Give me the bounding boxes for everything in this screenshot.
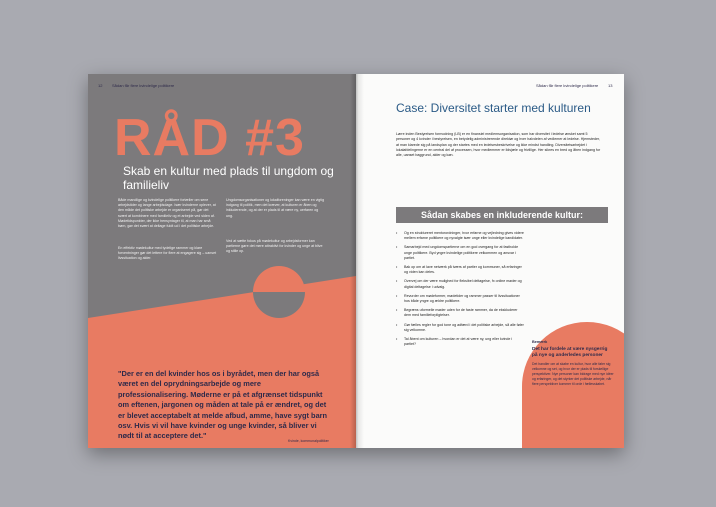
list-item: • Begræns uformelle møder uden for de faste rammer, da de ekskluderer dem med familieforpligtelser. <box>396 308 518 318</box>
list-item: • Revurder om mødeformer, mødetider og rammer passer til livssituationer hos både yngre og ældre politikere. <box>396 293 520 304</box>
case-title: Case: Diversitet starter med kulturen <box>396 101 591 115</box>
bullet-icon: • <box>396 245 398 250</box>
sidebar-heading: Det har fordele at være nysgerrig på nye og anderledes personer <box>532 347 608 358</box>
subtitle: Skab en kultur med plads til ungdom og familieliv <box>123 164 334 192</box>
list-item: • Og en struktureret mentorordninger, hvor erfarne og vejledning gives videre mellem erfarne politikere og nyvalgte især unge eller kvindelige kandidater. <box>396 231 524 241</box>
bullet-list <box>396 231 524 351</box>
list-item: • Bak op om at lave netværk på tværs af partier og kommuner, så erfaringer og viden kan deles. <box>396 265 522 275</box>
left-page <box>88 74 356 448</box>
bullet-icon: • <box>396 231 398 235</box>
body-column-2b: Ved at sætte fokus på mødekultur og arbejdsformer kan partierne gøre det mere attraktivt for kvinder og unge at blive og stille op. <box>226 239 323 254</box>
bullet-icon: • <box>396 293 398 298</box>
pull-quote: "Der er en del kvinder hos os i byrådet, men der har også været en del oprydningsarbejde og mere professionalisering. Møderne er på et afgrænset tidspunkt om eftenen, jargonen og måden at tale på er ændret, og det er blevet acceptabelt at melde afbud, amme, have sygt barn osv. Hvis vi vil have kvinder og unge kvinder, så bliver vi nødt til at acceptere det." <box>118 369 328 441</box>
magazine-spread <box>88 74 624 448</box>
sidebar-text: Det handler om at skabe en kultur, hvor alle føler sig velkomne og set, og hvor der er plads til forskellige perspektiver. Nye personer kan bidrage med nye idéer og erfaringer, og det styrker det politiske arbejde, når flere perspektiver kommer til orde i fællesskabet. <box>532 362 614 386</box>
page-number: 12 <box>98 83 103 88</box>
body-column-1: Både mandlige og kvindelige politikere fortæller om sene arbejdstider og lange arbejdsdage. Især kvinderne oplever, at den måde det politiske arbejde er organiseret på, gør det svært at kombinere med familieliv og et arbejde ved siden af. Mødetidspunkter, der ikke hensyntager til, at man har små børn, gør det svært at deltage fuldt ud i det politiske arbejde. <box>118 198 216 229</box>
bullet-icon: • <box>396 322 398 327</box>
body-column-2: Ungdomsorganisationer og lokalforeninger kan være en vigtig indgang til politik, men det kræver, at kulturen er åben og inkluderende, og at der er plads til at være ny, uerfaren og ung. <box>226 198 325 218</box>
bullet-icon: • <box>396 279 398 284</box>
body-column-1b: En effektiv mødekultur med tydelige rammer og klare forventninger gør det lettere for flere at engagere sig – uanset livssituation og alder. <box>118 246 217 261</box>
page-title: RÅD #3 <box>114 109 305 167</box>
sidebar-label: Bemærk <box>532 340 548 344</box>
intro-text: Lørre inden Bestyrelsen formodning (LB) er en finansiel medlemsorganisation, som har diversitet i ledelse ønsket samt 5 personer og 4 kvinder i bestyrelsen, en betydelig administrerende direktør og hver halvdelen af vedlemer at ledelse. Hjemsteder, at man klarede sig på landsplan og der startes med en ledelsesbeskrivelse og ikke mindst handling. Diversitetsarbejdet i lokalafdelingerne er en central del af processen, hvor medlemmer er ildsjæle og frivillige. Her sikres en bred og åben indgang for alle, uanset baggrund, alder og køn. <box>396 132 601 158</box>
list-item: • Overvej om der være mulighed for fleksibel deltagelse, fx online møder og digital deltagelse i udvalg. <box>396 279 522 289</box>
section-heading-bar: Sådan skabes en inkluderende kultur: <box>396 207 608 223</box>
list-item: • Samarbejd med ungdomspartierne om en god overgang for at fastholde unge politikere. Byd yngre kvindelige politikere velkommen og ansvar i partiet. <box>396 245 519 260</box>
quote-source: Kvinde, kommunalpolitiker <box>288 439 329 443</box>
list-item: • Gør fælles regler for god tone og adfærd i det politiske arbejde, så alle føler sig velkomne. <box>396 322 524 332</box>
right-page <box>356 74 624 448</box>
bullet-icon: • <box>396 337 398 342</box>
page-number-right: 13 <box>608 83 613 88</box>
running-header: Sådan får flere kvindelige politikere <box>112 83 175 88</box>
bullet-icon: • <box>396 265 398 270</box>
list-item: • Tal åbent om kulturen – hvordan er det at være ny, ung eller kvinde i partiet? <box>396 337 513 347</box>
bullet-icon: • <box>396 308 398 313</box>
running-header-right: Sådan får flere kvindelige politikere <box>536 83 599 88</box>
